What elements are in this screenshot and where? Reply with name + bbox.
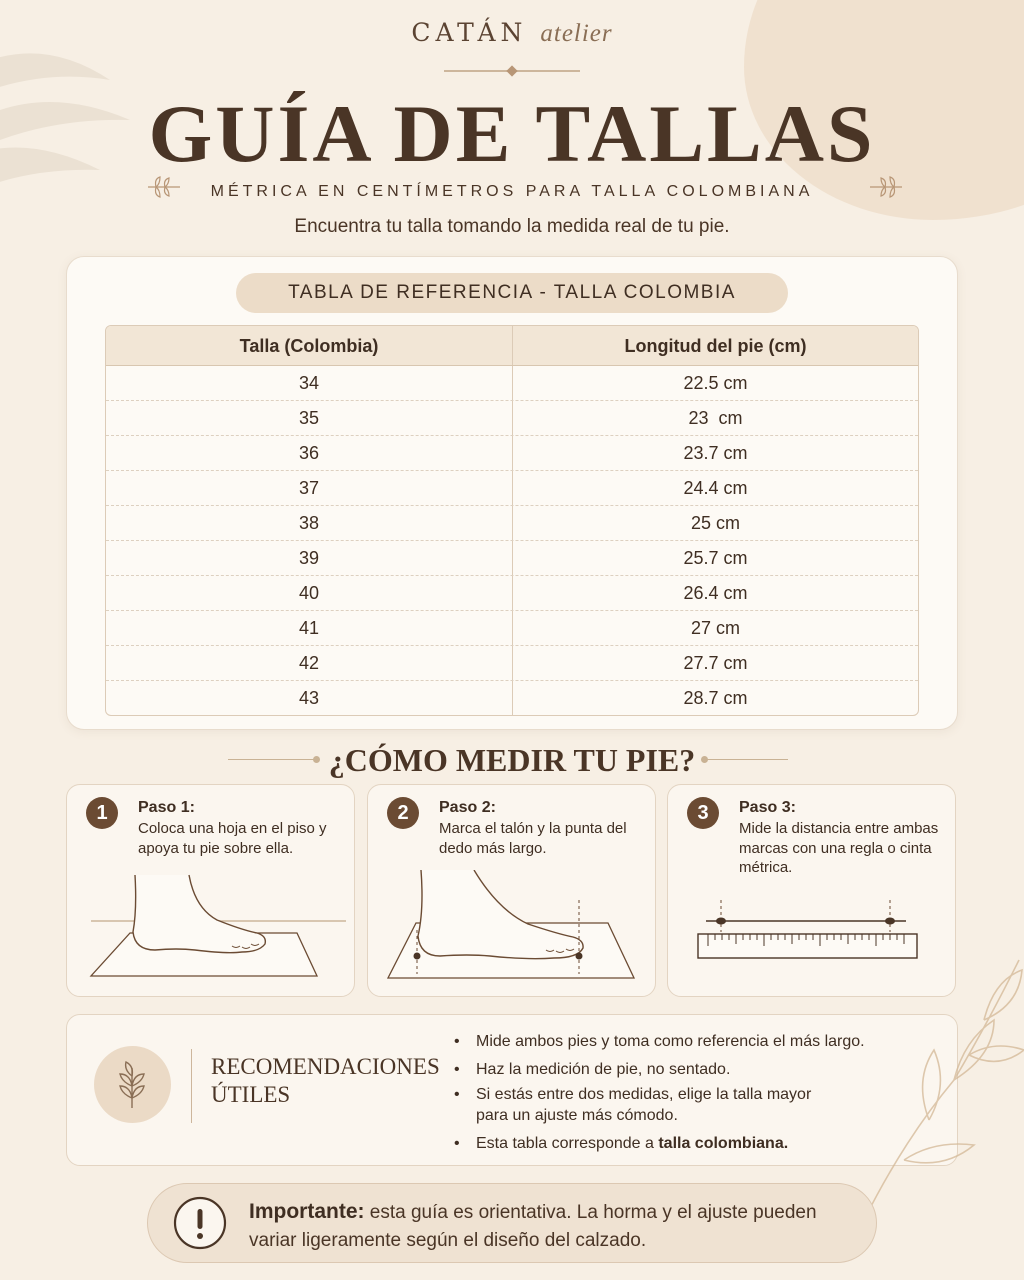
recommendations-card (66, 1014, 958, 1166)
length-cell: 27 cm (512, 611, 918, 645)
list-item: • Haz la medición de pie, no sentado. (451, 1059, 921, 1080)
table-row (106, 611, 918, 646)
step-description: Mide la distancia entre ambas marcas con una regla o cinta métrica. (739, 820, 939, 876)
page-tagline: Encuentra tu talla tomando la medida real de tu pie. (294, 216, 730, 237)
branch-icon (844, 920, 1024, 1220)
step-number: 1 (86, 797, 118, 829)
list-item: • Si estás entre dos medidas, elige la talla mayor para un ajuste más cómodo. (451, 1084, 831, 1126)
column-header-length: Longitud del pie (cm) (512, 326, 918, 365)
step-card-1 (66, 784, 355, 997)
size-cell: 39 (298, 548, 320, 568)
recommendations-title-line-1: RECOMENDACIONES (211, 1054, 440, 1079)
important-note (147, 1183, 877, 1263)
size-cell: 43 (298, 688, 320, 708)
step-heading: Paso 1: (138, 799, 195, 816)
length-cell: 26.4 cm (512, 576, 918, 610)
list-item: • Mide ambos pies y toma como referencia el más largo. (451, 1031, 921, 1052)
length-cell: 25 cm (512, 506, 918, 540)
table-heading: TABLA DE REFERENCIA - TALLA COLOMBIA (236, 273, 788, 313)
table-row (106, 366, 918, 401)
length-cell: 24.4 cm (512, 471, 918, 505)
table-row (106, 506, 918, 541)
step-description: Marca el talón y la punta del dedo más largo. (439, 820, 627, 857)
step-description: Coloca una hoja en el piso y apoya tu pie sobre ella. (138, 820, 327, 857)
table-header (106, 326, 918, 366)
brand-suffix: atelier (540, 20, 613, 47)
size-cell: 36 (298, 443, 320, 463)
size-cell: 38 (298, 513, 320, 533)
important-body: esta guía es orientativa. La horma y el ajuste pueden variar ligeramente según el diseño del calzado. (249, 1202, 817, 1251)
table-row (106, 541, 918, 576)
length-cell: 22.5 cm (512, 366, 918, 400)
size-cell: 42 (298, 653, 320, 673)
step-number: 2 (387, 797, 419, 829)
length-cell: 25.7 cm (512, 541, 918, 575)
column-header-size: Talla (Colombia) (239, 336, 379, 356)
exclamation-icon (172, 1195, 228, 1251)
recommendations-title-line-2: ÚTILES (211, 1082, 291, 1107)
recommendations-title (211, 1053, 440, 1109)
length-cell: 23.7 cm (512, 436, 918, 470)
size-cell: 41 (298, 618, 320, 638)
foot-on-paper-illustration (77, 870, 346, 990)
vertical-divider (191, 1049, 192, 1123)
table-row (106, 576, 918, 611)
size-cell: 35 (298, 408, 320, 428)
step-number: 3 (687, 797, 719, 829)
diamond-ornament (506, 65, 517, 76)
list-item-text: Esta tabla corresponde a (476, 1135, 659, 1152)
step-heading: Paso 3: (739, 799, 796, 816)
table-row (106, 471, 918, 506)
size-cell: 40 (298, 583, 320, 603)
table-row (106, 401, 918, 436)
page-title: GUÍA DE TALLAS (148, 88, 876, 179)
table-row (106, 681, 918, 716)
leaf-icon (94, 1046, 171, 1123)
table-row (106, 436, 918, 471)
important-label: Importante: (249, 1200, 365, 1223)
length-cell: 23 cm (512, 401, 918, 435)
table-row (106, 646, 918, 681)
brand-name: CATÁN (411, 18, 528, 47)
step-card-2 (367, 784, 656, 997)
list-item-emphasis: talla colombiana. (658, 1135, 789, 1152)
how-to-measure-title: ¿CÓMO MEDIR TU PIE? (328, 742, 696, 778)
important-text (249, 1198, 849, 1255)
sprig-icon (868, 172, 904, 202)
size-cell: 37 (298, 478, 320, 498)
section-divider (706, 759, 788, 760)
foot-marking-illustration (378, 870, 647, 990)
length-cell: 28.7 cm (512, 681, 918, 716)
size-cell: 34 (298, 373, 320, 393)
step-heading: Paso 2: (439, 799, 496, 816)
size-table (105, 325, 919, 716)
brand-logo (0, 18, 1024, 48)
page-subtitle: MÉTRICA EN CENTÍMETROS PARA TALLA COLOMBIANA (210, 183, 814, 200)
length-cell: 27.7 cm (512, 646, 918, 680)
